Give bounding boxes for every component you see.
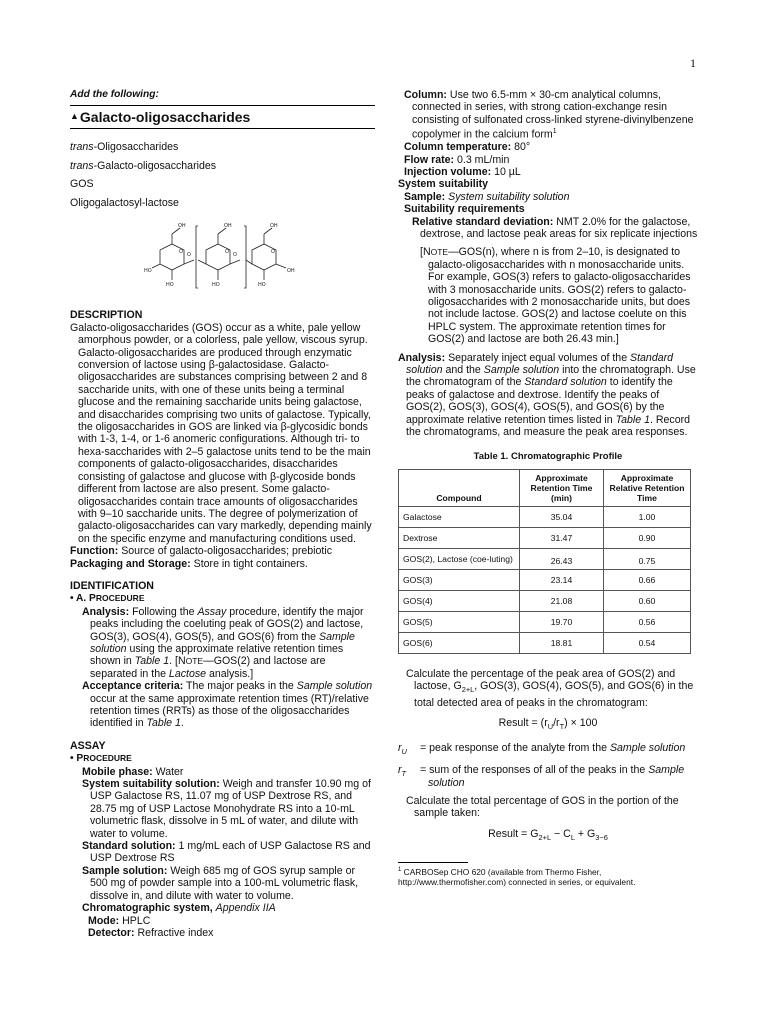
svg-text:O: O: [187, 252, 191, 258]
svg-text:OH: OH: [178, 223, 186, 229]
svg-text:OH: OH: [224, 223, 232, 229]
identification-analysis: Analysis: Following the Assay procedure, identify the major peaks including the coeluting peak of GOS(2) and lactose, GOS(3), GOS(4), GOS(5), and GOS(6) from the Sample solution using the approximate relative retention times shown in Table 1. [NOTE—GOS(2) and lactose are separated in the Lactose analysis.]: [82, 605, 364, 680]
injection-volume-line: Injection volume: 10 µL: [404, 165, 521, 178]
svg-text:O: O: [271, 249, 275, 255]
system-suitability-heading: System suitability: [398, 178, 489, 191]
table-row: Galactose 35.04 1.00: [399, 506, 691, 527]
chromatographic-profile-table: [398, 469, 691, 654]
svg-text:OH: OH: [270, 223, 278, 229]
add-following-note: Add the following:: [70, 89, 375, 106]
table-row: GOS(6) 18.81 0.54: [399, 632, 691, 653]
chromatographic-system-line: Chromatographic system, Appendix IIA: [82, 902, 276, 915]
table-row: GOS(5) 19.70 0.56: [399, 611, 691, 632]
synonym-item: Oligogalactosyl-lactose: [70, 197, 179, 210]
identification-heading: IDENTIFICATION: [70, 579, 154, 592]
synonym-item: trans-Oligosaccharides: [70, 140, 179, 153]
svg-text:HO: HO: [166, 282, 174, 288]
definition-rt: $r_T$ = sum of the responses of all of the peaks in the Sample solution: [398, 764, 685, 789]
svg-text:O: O: [225, 249, 229, 255]
standard-solution-line: Standard solution: 1 mg/mL each of USP Galactose RS and USP Dextrose RS: [82, 840, 371, 865]
table-header-retention-time: Approximate Retention Time (min): [520, 469, 604, 506]
assay-procedure-heading: • PROCEDURE: [70, 753, 132, 765]
table-row: GOS(3) 23.14 0.66: [399, 569, 691, 590]
packaging-line: Packaging and Storage: Store in tight containers.: [70, 557, 308, 570]
flow-rate-line: Flow rate: 0.3 mL/min: [404, 153, 510, 166]
table-row: GOS(4) 21.08 0.60: [399, 590, 691, 611]
monograph-title-text: Galacto-oligosaccharides: [79, 109, 251, 126]
mobile-phase-line: Mobile phase: Water: [82, 765, 184, 778]
result-formula-2: Result = $G_{2+L} - C_L + G_{3-6}$: [488, 827, 608, 842]
footnote: $^1$ CARBOSep CHO 620 (available from Thermo Fisher, http://www.thermofisher.com) connected in series, or equivalent.: [398, 867, 636, 888]
revision-marker: ▲: [70, 111, 79, 122]
calculation-intro: Calculate the percentage of the peak area of GOS(2) and lactose, $G_{2+L}$, GOS(3), GOS(4), GOS(5), and GOS(6) in the total detected area of peaks in the chromatogram:: [406, 667, 694, 709]
identification-procedure-heading: • A. PROCEDURE: [70, 593, 145, 605]
page-number: 1: [690, 56, 696, 70]
detector-line: Detector: Refractive index: [88, 926, 214, 939]
description-text: Galacto-oligosaccharides (GOS) occur as a white, pale yellow amorphous powder, or a colorless, pale yellow, viscous syrup. Galacto-oligosaccharides are produced through enzymatic conversion of lactose using β-galactosidase. Galacto-oligosaccharides are substances comprising between 2 and 8 saccharide units, with one of these units being a terminal glucose and the remaining saccharide units being galactose, and disaccharides comprising two units of galactose. Typically, the oligosaccharides in GOS are linked via β-glycosidic bonds with 1-3, 1-4, or 1-6 anomeric configurations. Although tri- to hexa-saccharides with 2–5 galactose units tend to be the main components of galacto-oligosaccharides, disaccharides consisting of galactose and glucose with β-glycoside bonds different from lactose are also present. Some galacto-oligosaccharides contain trace amounts of oligosaccharides with 9–10 saccharide units. The degree of polymerization of galacto-oligosaccharides can vary markedly, depending mainly on the specific enzyme and manufacturing conditions used.: [70, 321, 372, 545]
monograph-title: [70, 110, 375, 128]
table-row: Dextrose 31.47 0.90: [399, 527, 691, 548]
suitability-solution-line: System suitability solution: Weigh and transfer 10.90 mg of USP Galactose RS, 11.07 mg of USP Dextrose RS, and 28.75 mg of USP Lactose Monohydrate RS into a 10-mL volumetric flask, dissolve in 5 mL of water, and dilute with water to volume.: [82, 778, 371, 840]
chemical-structure-diagram: [142, 222, 302, 292]
suitability-requirements-heading: Suitability requirements: [404, 203, 525, 216]
right-column: [398, 89, 698, 887]
footnote-divider: [398, 862, 468, 863]
sample-solution-line: Sample solution: Weigh 685 mg of GOS syrup sample or 500 mg of powder sample into a 100-mL volumetric flask, dissolve in, and dilute with water to volume.: [82, 864, 359, 902]
result-formula-1: Result = $(r_U/r_T) \times 100$: [498, 717, 598, 732]
svg-text:HO: HO: [258, 282, 266, 288]
table-header-row: [399, 469, 691, 506]
synonym-item: GOS: [70, 178, 94, 191]
column-temperature-line: Column temperature: 80°: [404, 141, 531, 154]
mode-line: Mode: HPLC: [88, 914, 151, 927]
svg-text:O: O: [179, 249, 183, 255]
definition-ru: $r_U$ = peak response of the analyte from the Sample solution: [398, 741, 686, 756]
synonyms-list: [70, 141, 375, 210]
left-column: [70, 89, 375, 939]
assay-analysis: Analysis: Separately inject equal volumes of the Standard solution and the Sample solution into the chromatograph. Use the chromatogram of the Standard solution to identify the peaks of galactose and dextrose. Identify the peaks of GOS(2), GOS(3), GOS(4), GOS(5), and GOS(6) by the approximate relative retention times listed in Table 1. Record the chromatograms, and measure the peak area responses.: [398, 351, 696, 439]
column-line: Column: Use two 6.5-mm × 30-cm analytical columns, connected in series, with strong cation-exchange resin consisting of sulfonated cross-linked styrene-divinylbenzene copolymer in the calcium form$^1$: [404, 89, 694, 141]
rsd-line: Relative standard deviation: NMT 2.0% for the galactose, dextrose, and lactose peak areas for six replicate injections: [412, 215, 698, 240]
description-heading: DESCRIPTION: [70, 309, 143, 322]
identification-acceptance: Acceptance criteria: The major peaks in the Sample solution occur at the same approximate retention times (RT)/relative retention times (RRTs) as those of the oligosaccharides identified in Table 1.: [82, 680, 373, 730]
table-header-compound: Compound: [399, 469, 520, 506]
function-line: Function: Source of galacto-oligosaccharides; prebiotic: [70, 545, 333, 558]
table-row: GOS(2), Lactose (coe-luting) 26.43 0.75: [399, 548, 691, 569]
svg-text:HO: HO: [144, 268, 152, 274]
synonym-item: trans-Galacto-oligosaccharides: [70, 159, 217, 172]
table-header-relative-retention: Approximate Relative Retention Time: [603, 469, 690, 506]
svg-text:OH: OH: [287, 268, 295, 274]
gos-note: [NOTE—GOS(n), where n is from 2–10, is designated to galacto-oligosaccharides with n monosaccharide units. For example, GOS(3) refers to galacto-oligosaccharides with 3 monosaccharide units. GOS(2) refers to galacto-oligosaccharides with 2 monosaccharide units, but does not include lactose. GOS(2) and lactose coelute on this HPLC system. The approximate retention times for GOS(2) and lactose are both 26.43 min.]: [420, 246, 691, 346]
svg-text:HO: HO: [212, 282, 220, 288]
total-percentage-intro: Calculate the total percentage of GOS in the portion of the sample taken:: [406, 795, 679, 820]
table-title: Table 1. Chromatographic Profile: [473, 450, 623, 462]
assay-heading: ASSAY: [70, 739, 106, 752]
svg-text:O: O: [233, 252, 237, 258]
ss-sample-line: Sample: System suitability solution: [404, 190, 570, 203]
